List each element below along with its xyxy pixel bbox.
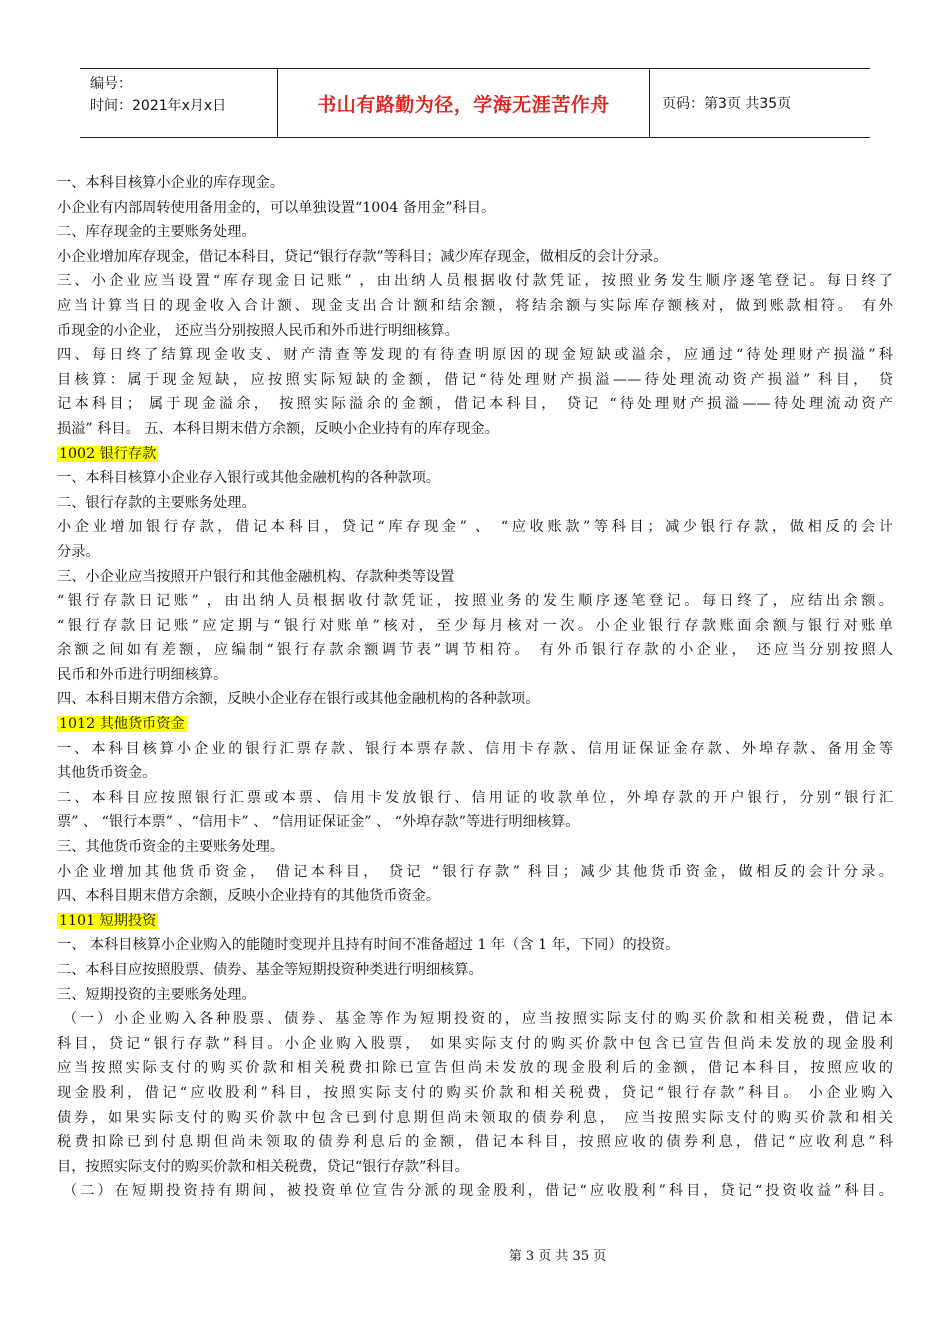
section-heading-text: 1101 短期投资 [59, 912, 157, 929]
body-line: 余额之间如有差额，应编制“银行存款余额调节表”调节相符。 有外币银行存款的小企业， 还应当分别按照人 [57, 642, 893, 659]
body-line: 其他货币资金。 [57, 765, 157, 782]
body-line: 票” 、 “银行本票” 、“信用卡” 、 “信用证保证金” 、 “外埠存款”等进行明细核算。 [57, 814, 580, 831]
body-line: 三、短期投资的主要账务处理。 [57, 986, 256, 1003]
body-line: 税费扣除已到付息期但尚未领取的债券利息后的金额，借记本科目，按照应收的债券利息，借记“应收利息”科 [57, 1134, 893, 1151]
body-line: 民币和外币进行明细核算。 [57, 666, 228, 683]
body-line: 记本科目； 属于现金溢余， 按照实际溢余的金额，借记本科目， 贷记 “待处理财产损溢——待处理流动资产 [57, 396, 893, 413]
section-heading-text: 1012 其他货币资金 [59, 716, 185, 733]
page-footer: 第 3 页 共 35 页 [508, 1249, 607, 1264]
body-line: 目，按照实际支付的购买价款和相关税费，贷记“银行存款”科目。 [57, 1158, 469, 1175]
serial-label: 编号： [90, 76, 132, 92]
section-heading-text: 1002 银行存款 [59, 445, 157, 462]
body-line: 四、本科目期末借方余额，反映小企业持有的其他货币资金。 [57, 888, 441, 905]
body-line: 应当按照实际支付的购买价款和相关税费扣除已宣告但尚未发放的现金股利后的金额，借记本科目，按照应收的 [57, 1060, 893, 1077]
body-line: 一、本科目核算小企业的库存现金。 [57, 175, 285, 191]
body-line: 损溢” 科目。 五、本科目期末借方余额，反映小企业持有的库存现金。 [57, 420, 499, 437]
page-label: 页码：第3页 共35页 [662, 96, 792, 112]
body-line: 四、本科目期末借方余额，反映小企业存在银行或其他金融机构的各种款项。 [57, 691, 540, 708]
body-line: 三、小企业应当设置“库存现金日记账” ，由出纳人员根据收付款凭证，按照业务发生顺序逐笔登记。每日终了 [57, 273, 893, 290]
body-line: 一、本科目核算小企业的银行汇票存款、银行本票存款、信用卡存款、信用证保证金存款、外埠存款、备用金等 [57, 740, 893, 757]
body-line: 币现金的小企业， 还应当分别按照人民币和外币进行明细核算。 [57, 322, 459, 339]
motto: 书山有路勤为径，学海无涯苦作舟 [278, 69, 650, 137]
time-label: 时间：2021年x月x日 [90, 98, 227, 114]
body-line: 小企业增加其他货币资金， 借记本科目， 贷记 “银行存款” 科目；减少其他货币资金，做相反的会计分录。 [57, 863, 893, 880]
header-meta-cell [80, 69, 278, 137]
body-line: 三、其他货币资金的主要账务处理。 [57, 839, 285, 856]
body-line: 二、库存现金的主要账务处理。 [57, 224, 256, 241]
body-line: 二、本科目应按照银行汇票或本票、信用卡发放银行、信用证的收款单位，外埠存款的开户银行，分别“银行汇 [57, 789, 893, 806]
body-line: 应当计算当日的现金收入合计额、现金支出合计额和结余额，将结余额与实际库存额核对，做到账款相符。 有外 [57, 297, 893, 314]
body-line: （一）小企业购入各种股票、债券、基金等作为短期投资的，应当按照实际支付的购买价款和相关税费，借记本 [63, 1011, 893, 1028]
body-line: 小企业有内部周转使用备用金的，可以单独设置“1004 备用金”科目。 [57, 199, 496, 216]
body-line: （二）在短期投资持有期间，被投资单位宣告分派的现金股利，借记“应收股利”科目，贷记“投资收益”科目。 [63, 1183, 893, 1200]
section-heading-1101 [57, 909, 893, 934]
body-line: 二、本科目应按照股票、债券、基金等短期投资种类进行明细核算。 [57, 962, 483, 978]
body-line: 科目，贷记“银行存款”科目。小企业购入股票， 如果实际支付的购买价款中包含已宣告但尚未发放的现金股利 [57, 1035, 893, 1052]
body-line: 一、本科目核算小企业存入银行或其他金融机构的各种款项。 [57, 470, 441, 487]
section-heading-1002 [57, 442, 893, 467]
body-line: 二、银行存款的主要账务处理。 [57, 494, 256, 511]
body-line: 一、 本科目核算小企业购入的能随时变现并且持有时间不准备超过 1 年（含 1 年，下同）的投资。 [57, 937, 680, 954]
body-line: “银行存款日记账”应定期与“银行对账单”核对，至少每月核对一次。小企业银行存款账面余额与银行对账单 [57, 617, 893, 634]
header-table [80, 68, 870, 138]
body-line: 债券，如果实际支付的购买价款中包含已到付息期但尚未领取的债券利息， 应当按照实际支付的购买价款和相关 [57, 1109, 893, 1126]
body-line: 分录。 [57, 543, 100, 560]
body-line: 三、小企业应当按照开户银行和其他金融机构、存款种类等设置 [57, 568, 455, 585]
document-body [57, 171, 893, 1204]
body-line: 小企业增加库存现金，借记本科目，贷记“银行存款”等科目；减少库存现金，做相反的会计分录。 [57, 248, 668, 265]
body-line: 四、每日终了结算现金收支、财产清查等发现的有待查明原因的现金短缺或溢余，应通过“待处理财产损溢”科 [57, 347, 893, 364]
body-line: “银行存款日记账” ，由出纳人员根据收付款凭证，按照业务的发生顺序逐笔登记。每日终了，应结出余额。 [57, 593, 893, 610]
body-line: 小企业增加银行存款，借记本科目，贷记“库存现金” 、 “应收账款”等科目；减少银行存款，做相反的会计 [57, 519, 893, 536]
section-heading-1012 [57, 712, 893, 737]
body-line: 目核算：属于现金短缺，应按照实际短缺的金额，借记“待处理财产损溢——待处理流动资产损溢” 科目， 贷 [57, 371, 893, 388]
body-line: 现金股利，借记“应收股利”科目，按照实际支付的购买价款和相关税费，贷记“银行存款”科目。 小企业购入 [57, 1084, 893, 1101]
